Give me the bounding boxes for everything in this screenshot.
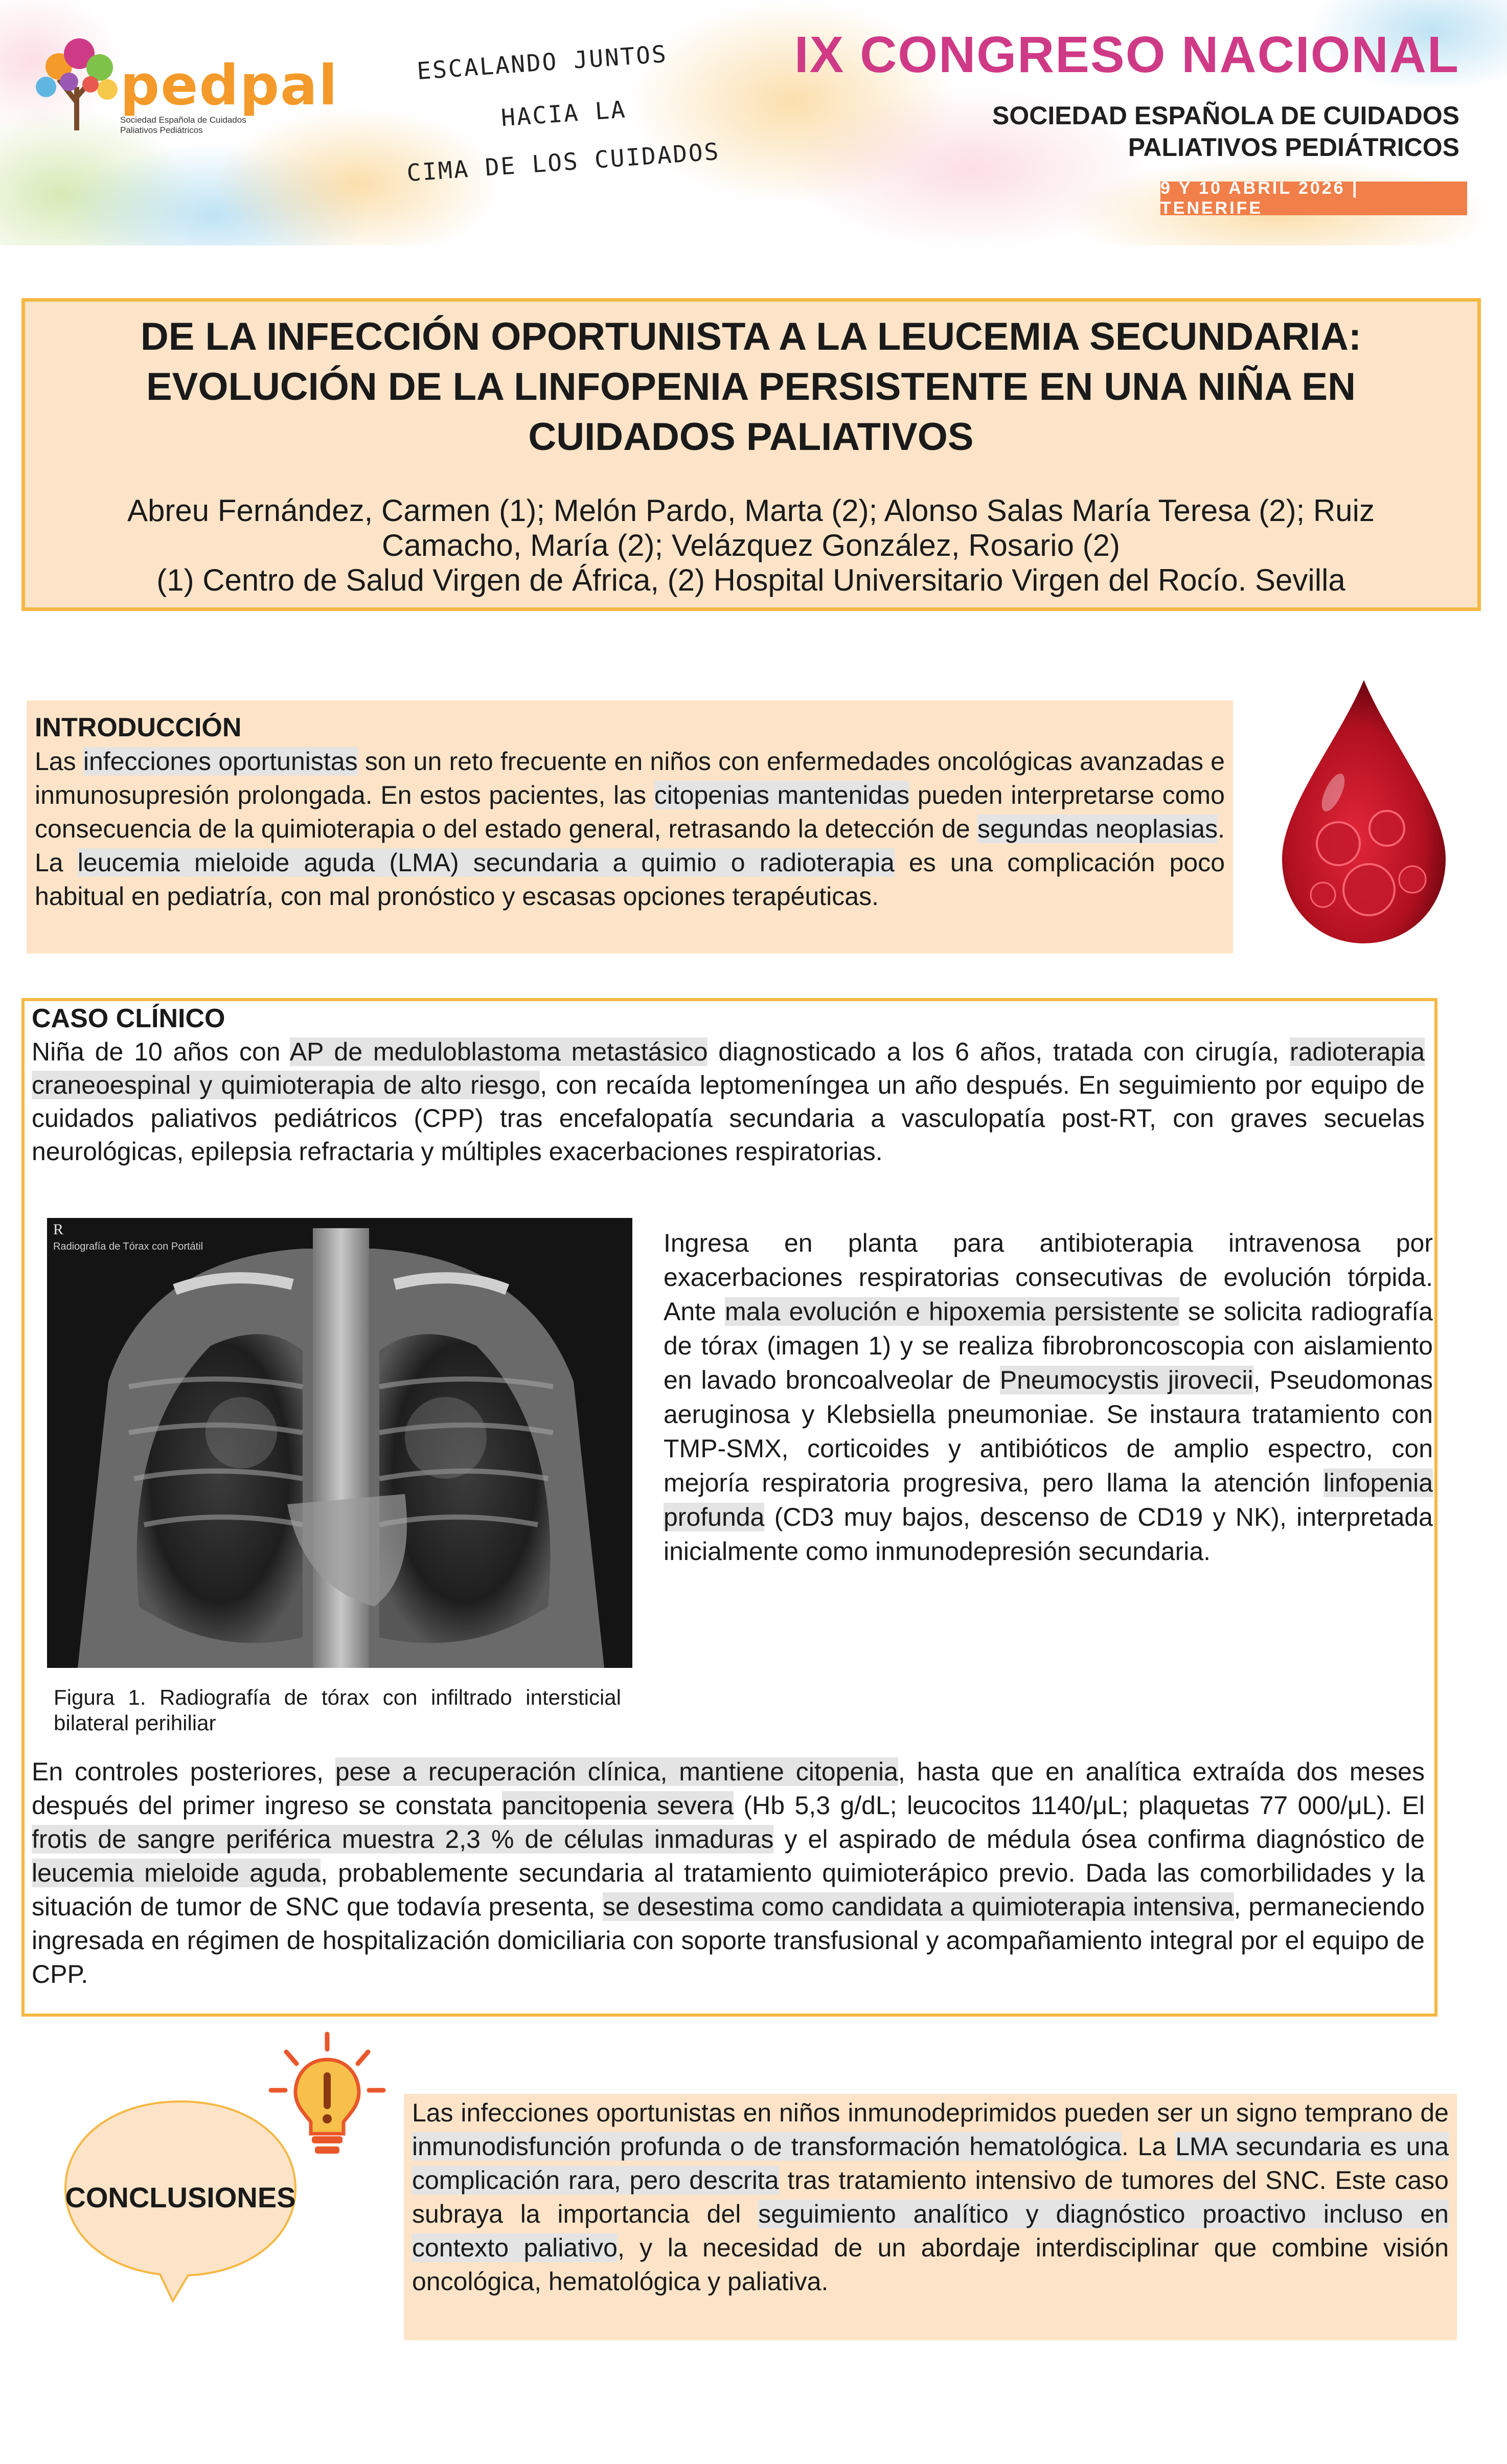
case-intro-text: Niña de 10 años con AP de meduloblastoma metastásico diagnosticado a los 6 años, tratada con cirugía, radioterapia craneoespinal y quimioterapia de alto riesgo, con recaída leptomeníngea un año después. En seguimiento por equipo de cuidados paliativos pediátricos (CPP) tras encefalopatía secundaria a vasculopatía post-RT, con graves secuelas neurológicas, epilepsia refractaria y múltiples exacerbaciones respiratorias. — [32, 1037, 1425, 1166]
date-banner: 9 Y 10 ABRIL 2026 | TENERIFE — [1160, 182, 1467, 215]
slogan-line-3: CIMA DE LOS CUIDADOS — [405, 137, 721, 187]
xray-label: Radiografía de Tórax con Portátil — [53, 1241, 203, 1252]
case-intro — [32, 1002, 1425, 1168]
slogan-line-1: ESCALANDO JUNTOS — [416, 39, 669, 85]
figure-caption: Figura 1. Radiografía de tórax con infiltrado intersticial bilateral perihiliar — [54, 1685, 621, 1735]
intro-heading: INTRODUCCIÓN — [35, 713, 242, 742]
xray-image — [47, 1218, 632, 1668]
poster-title: DE LA INFECCIÓN OPORTUNISTA A LA LEUCEMIA SECUNDARIA: EVOLUCIÓN DE LA LINFOPENIA PERSISTENTE EN UNA NIÑA EN CUIDADOS PALIATIVOS — [140, 315, 1362, 459]
intro-section — [27, 700, 1233, 954]
pedpal-logo-tree-icon — [28, 31, 125, 133]
title-box — [21, 298, 1481, 611]
society-name-line-1: SOCIEDAD ESPAÑOLA DE CUIDADOS — [992, 101, 1459, 130]
slogan-line-2: HACIA LA — [500, 95, 628, 132]
congress-title: IX CONGRESO NACIONAL — [794, 26, 1459, 83]
affiliations: (1) Centro de Salud Virgen de África, (2) Hospital Universitario Virgen del Rocío. Sevilla — [156, 563, 1345, 597]
intro-text: Las infecciones oportunistas son un reto frecuente en niños con enfermedades oncológicas avanzadas e inmunosupresión prolongada. En estos pacientes, las citopenias mantenidas pueden interpretarse como consecuencia de la quimioterapia o del estado general, retrasando la detección de segundas neoplasias. La leucemia mieloide aguda (LMA) secundaria a quimio o radioterapia es una complicación poco habitual en pediatría, con mal pronóstico y escasas opciones terapéuticas. — [35, 747, 1225, 911]
case-heading: CASO CLÍNICO — [32, 1004, 225, 1033]
society-name-line-2: PALIATIVOS PEDIÁTRICOS — [1128, 133, 1459, 162]
pedpal-logo-subtitle: Sociedad Española de Cuidados Paliativos Pediátricos — [120, 115, 246, 135]
blood-drop-icon — [1267, 675, 1461, 951]
pedpal-logo: pedpal — [120, 54, 339, 118]
case-bottom-text: En controles posteriores, pese a recuperación clínica, mantiene citopenia, hasta que en analítica extraída dos meses después del primer ingreso se constata pancitopenia severa (Hb 5,3 g/dL; leucocitos 1140/μL; plaquetas 77 000/μL). El frotis de sangre periférica muestra 2,3 % de células inmaduras y el aspirado de médula ósea confirma diagnóstico de leucemia mieloide aguda, probablemente secundaria al tratamiento quimioterápico previo. Dada las comorbilidades y la situación de tumor de SNC que todavía presenta, se desestima como candidata a quimioterapia intensiva, permaneciendo ingresada en régimen de hospitalización domiciliaria con soporte transfusional y acompañamiento integral por el equipo de CPP. — [32, 1757, 1425, 1988]
xray-marker: R — [53, 1221, 64, 1238]
authors-block — [56, 493, 1446, 598]
case-right-text: Ingresa en planta para antibioterapia intravenosa por exacerbaciones respiratorias consecutivas de evolución tórpida. Ante mala evolución e hipoxemia persistente se solicita radiografía de tórax (imagen 1) y se realiza fibrobroncoscopia con aislamiento en lavado broncoalveolar de Pneumocystis jirovecii, Pseudomonas aeruginosa y Klebsiella pneumoniae. Se instaura tratamiento con TMP-SMX, corticoides y antibióticos de amplio espectro, con mejoría respiratoria progresiva, pero llama la atención linfopenia profunda (CD3 muy bajos, descenso de CD19 y NK), interpretada inicialmente como inmunodepresión secundaria. — [664, 1229, 1433, 1566]
authors: Abreu Fernández, Carmen (1); Melón Pardo, Marta (2); Alonso Salas María Teresa (2); Ruiz Camacho, María (2); Velázquez González, Rosario (2) — [127, 493, 1375, 562]
conclusions-text: Las infecciones oportunistas en niños inmunodeprimidos pueden ser un signo temprano de inmunodisfunción profunda o de transformación hematológica. La LMA secundaria es una complicación rara, pero descrita tras tratamiento intensivo de tumores del SNC. Este caso subraya la importancia del seguimiento analítico y diagnóstico proactivo incluso en contexto paliativo, y la necesidad de un abordaje interdisciplinar que combine visión oncológica, hematológica y paliativa. — [404, 2094, 1457, 2340]
society-name — [869, 100, 1459, 163]
conclusions-heading: CONCLUSIONES — [65, 2181, 296, 2213]
